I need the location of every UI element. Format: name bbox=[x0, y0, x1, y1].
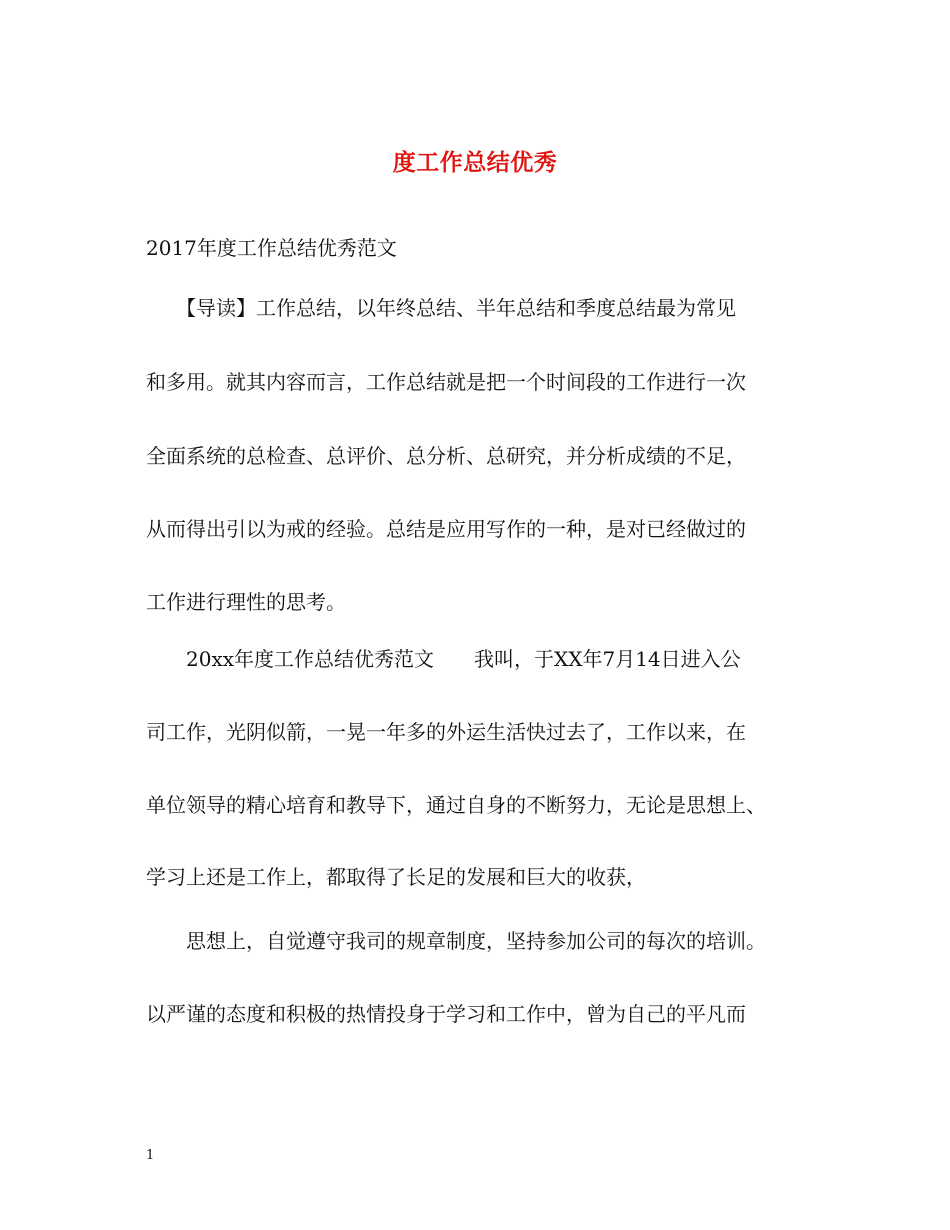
body-line-3: 全面系统的总检查、总评价、总分析、总研究，并分析成绩的不足， bbox=[146, 444, 746, 468]
body-line-10: 思想上，自觉遵守我司的规章制度，坚持参加公司的每次的培训。 bbox=[146, 929, 766, 953]
body-line-6: 20xx年度工作总结优秀范文 我叫，于XX年7月14日进入公 bbox=[146, 647, 741, 671]
body-line-11: 以严谨的态度和积极的热情投身于学习和工作中，曾为自己的平凡而 bbox=[146, 1002, 746, 1026]
document-subtitle: 2017年度工作总结优秀范文 bbox=[146, 236, 397, 260]
body-line-4: 从而得出引以为戒的经验。总结是应用写作的一种，是对已经做过的 bbox=[146, 517, 746, 541]
body-line-5: 工作进行理性的思考。 bbox=[146, 590, 346, 614]
body-line-8: 单位领导的精心培育和教导下，通过自身的不断努力，无论是思想上、 bbox=[146, 793, 766, 817]
body-line-1: 【导读】工作总结，以年终总结、半年总结和季度总结最为常见 bbox=[146, 296, 736, 320]
document-title: 度工作总结优秀 bbox=[392, 150, 558, 176]
body-line-2: 和多用。就其内容而言，工作总结就是把一个时间段的工作进行一次 bbox=[146, 370, 746, 394]
page-number: 1 bbox=[146, 1148, 155, 1163]
body-line-9: 学习上还是工作上，都取得了长足的发展和巨大的收获， bbox=[146, 865, 646, 889]
body-line-7: 司工作，光阴似箭，一晃一年多的外运生活快过去了，工作以来，在 bbox=[146, 720, 746, 744]
